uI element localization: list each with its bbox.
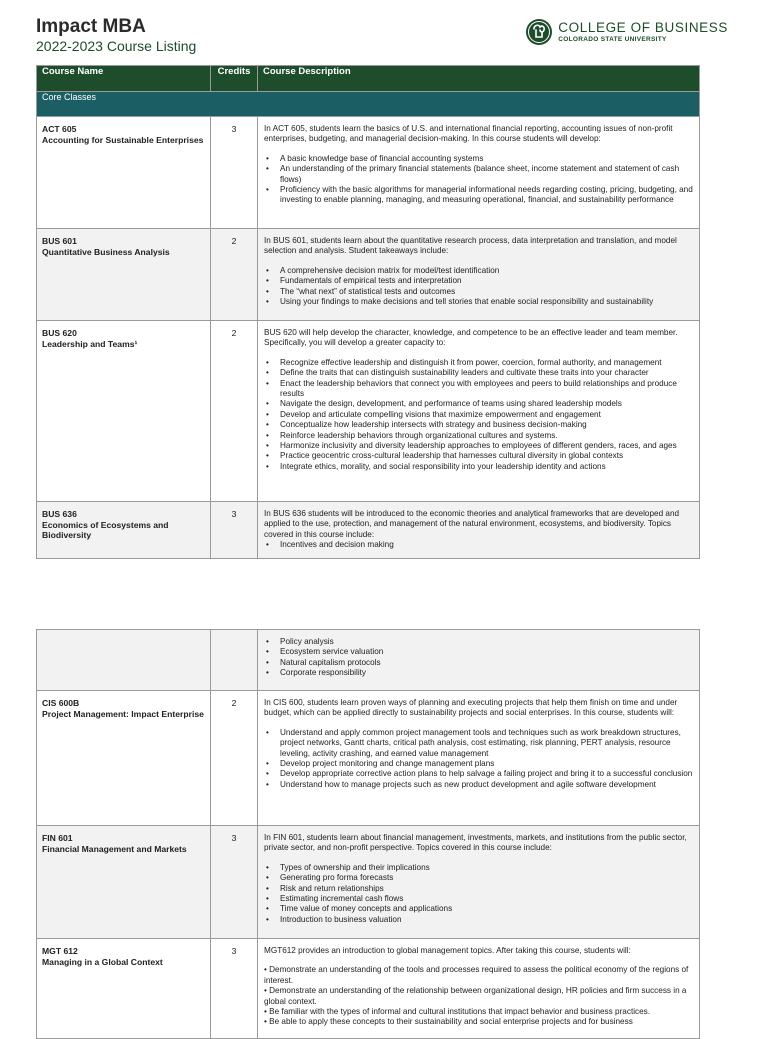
list-item: • Develop and articulate compelling visions that maximize empowerment and engagement (280, 410, 694, 420)
list-item: • Understand how to manage projects such as new product development and agile software development (280, 780, 694, 790)
list-item: • The “what next” of statistical tests and outcomes (280, 287, 694, 297)
course-bullet-list (264, 540, 694, 550)
course-bullet-list (264, 637, 694, 679)
list-item: • Enact the leadership behaviors that connect you with employees and peers to build relationships and produce results (280, 379, 694, 400)
course-description (258, 321, 700, 502)
column-header-course-description: Course Description (258, 66, 700, 92)
course-credits: 3 (211, 117, 258, 229)
list-item: • Incentives and decision making (280, 540, 694, 550)
csu-ram-seal-icon (525, 18, 553, 46)
course-outcome-line: • Be able to apply these concepts to their sustainability and social enterprise projects and for business (264, 1017, 633, 1027)
list-item: • Harmonize inclusivity and diversity leadership approaches to employees of different genders, races, and ages (280, 441, 694, 451)
list-item: • Develop project monitoring and change management plans (280, 759, 694, 769)
course-intro: MGT612 provides an introduction to global management topics. After taking this course, students will: (264, 946, 631, 955)
course-row-bus-601 (37, 229, 700, 321)
course-intro: In BUS 636 students will be introduced to the economic theories and analytical frameworks that are developed and applied to the use, protection, and management of the natural environment, ecosystems, and biodiversity. Topics covered in this course include: (264, 509, 680, 539)
list-item: • Understand and apply common project management tools and techniques such as work breakdown structures, project networks, Gantt charts, critical path analysis, cost estimating, risk planning, PERT analysis, resource leveling, activity crashing, and earned value management (280, 728, 694, 759)
course-intro: In ACT 605, students learn the basics of U.S. and international financial reporting, accounting issues of non-profit enterprises, budgeting, and managerial decision-making. In this course students will develop: (264, 124, 673, 144)
list-item: • Integrate ethics, morality, and social responsibility into your leadership identity and actions (280, 462, 694, 472)
list-item: • Introduction to business valuation (280, 915, 694, 925)
list-item: • An understanding of the primary financial statements (balance sheet, income statement and statement of cash flows) (280, 164, 694, 185)
course-title: Project Management: Impact Enterprise (42, 708, 204, 719)
course-description (258, 117, 700, 229)
course-description (258, 229, 700, 321)
column-header-course-name: Course Name (37, 66, 211, 92)
course-intro: In FIN 601, students learn about financial management, investments, markets, and institutions from the public sector, private sector, and non-profit perspective. Topics covered in this course include: (264, 833, 687, 853)
logo-college-name: COLLEGE OF BUSINESS (558, 20, 728, 35)
course-outcome-line: • Be familiar with the types of informal and cultural institutions that impact behavior and business practices. (264, 1007, 651, 1017)
list-item: • A basic knowledge base of financial accounting systems (280, 154, 694, 164)
course-code: BUS 620 (42, 328, 77, 338)
course-description (258, 826, 700, 939)
document-title: Impact MBA (36, 16, 146, 37)
course-description (258, 630, 700, 691)
course-bullet-list (264, 358, 694, 472)
course-credits: 3 (211, 502, 258, 559)
course-bullet-list (264, 266, 694, 308)
list-item: • Natural capitalism protocols (280, 658, 694, 668)
document-header (36, 16, 732, 60)
list-item: • Time value of money concepts and applications (280, 904, 694, 914)
course-credits-empty (211, 630, 258, 691)
course-row-bus-620 (37, 321, 700, 502)
list-item: • Practice geocentric cross-cultural leadership that harnesses cultural diversity in global contexts (280, 451, 694, 461)
course-bullet-list (264, 154, 694, 206)
course-name-cell (37, 502, 211, 559)
list-item: • A comprehensive decision matrix for model/test identification (280, 266, 694, 276)
course-code: BUS 636 (42, 509, 77, 519)
list-item: • Risk and return relationships (280, 884, 694, 894)
course-row-continued (37, 630, 700, 691)
course-code: BUS 601 (42, 236, 77, 246)
course-table-page-1 (36, 65, 700, 559)
list-item: • Corporate responsibility (280, 668, 694, 678)
logo-university-name: COLORADO STATE UNIVERSITY (558, 36, 667, 43)
list-item: • Conceptualize how leadership intersects with strategy and business decision-making (280, 420, 694, 430)
course-intro: In BUS 601, students learn about the quantitative research process, data interpretation and translation, and model selection and analysis. Student takeaways include: (264, 236, 677, 256)
section-label-core-classes: Core Classes (37, 92, 700, 117)
column-header-credits: Credits (211, 66, 258, 92)
course-credits: 2 (211, 691, 258, 826)
course-title: Managing in a Global Context (42, 956, 163, 967)
list-item: • Ecosystem service valuation (280, 647, 694, 657)
course-intro: BUS 620 will help develop the character, knowledge, and competence to be an effective leader and team member. Specifically, you will develop a greater capacity to: (264, 328, 678, 348)
college-logo (525, 18, 728, 46)
course-code: FIN 601 (42, 833, 73, 843)
list-item: • Recognize effective leadership and distinguish it from power, coercion, formal authority, and management (280, 358, 694, 368)
list-item: • Define the traits that can distinguish sustainability leaders and cultivate these traits into your character (280, 368, 694, 378)
course-title: Quantitative Business Analysis (42, 246, 170, 257)
list-item: • Reinforce leadership behaviors through organizational cultures and systems. (280, 431, 694, 441)
course-bullet-list (264, 728, 694, 790)
course-row-cis-600b (37, 691, 700, 826)
course-name-cell-empty (37, 630, 211, 691)
course-credits: 3 (211, 939, 258, 1039)
course-title: Economics of Ecosystems and Biodiversity (42, 519, 169, 540)
course-row-act-605 (37, 117, 700, 229)
course-code: ACT 605 (42, 124, 77, 134)
list-item: • Estimating incremental cash flows (280, 894, 694, 904)
course-row-bus-636 (37, 502, 700, 559)
course-bullet-list (264, 863, 694, 925)
list-item: • Using your findings to make decisions and tell stories that enable social responsibility and sustainability (280, 297, 694, 307)
course-credits: 2 (211, 321, 258, 502)
course-outcome-line: • Demonstrate an understanding of the relationship between organizational design, HR policies and firm success in a global context. (264, 986, 687, 1006)
course-row-fin-601 (37, 826, 700, 939)
table-header-row (37, 66, 700, 92)
list-item: • Navigate the design, development, and performance of teams using shared leadership models (280, 399, 694, 409)
course-credits: 2 (211, 229, 258, 321)
section-row (37, 92, 700, 117)
list-item: • Policy analysis (280, 637, 694, 647)
course-description (258, 502, 700, 559)
course-outcome-line: • Demonstrate an understanding of the tools and processes required to assess the political economy of the regions of interest. (264, 965, 689, 985)
course-code: MGT 612 (42, 946, 78, 956)
course-title: Accounting for Sustainable Enterprises (42, 134, 204, 145)
course-description (258, 691, 700, 826)
course-name-cell (37, 229, 211, 321)
course-name-cell (37, 117, 211, 229)
course-credits: 3 (211, 826, 258, 939)
list-item: • Develop appropriate corrective action plans to help salvage a failing project and bring it to a successful conclusion (280, 769, 694, 779)
course-name-cell (37, 826, 211, 939)
list-item: • Proficiency with the basic algorithms for managerial informational needs regarding costing, pricing, budgeting, and investing to enable planning, managing, and measuring operational, financial, and sustainability performance (280, 185, 694, 206)
document-subtitle: 2022-2023 Course Listing (36, 38, 197, 54)
course-code: CIS 600B (42, 698, 80, 708)
list-item: • Generating pro forma forecasts (280, 873, 694, 883)
course-title: Leadership and Teams¹ (42, 338, 138, 349)
list-item: • Types of ownership and their implications (280, 863, 694, 873)
course-title: Financial Management and Markets (42, 843, 187, 854)
course-name-cell (37, 691, 211, 826)
course-name-cell (37, 321, 211, 502)
course-intro: In CIS 600, students learn proven ways of planning and executing projects that help them finish on time and under budget, which can be applied directly to sustainability projects and social enterprises. In this course, students will: (264, 698, 678, 718)
list-item: • Fundamentals of empirical tests and interpretation (280, 276, 694, 286)
course-table-page-2 (36, 629, 700, 1039)
